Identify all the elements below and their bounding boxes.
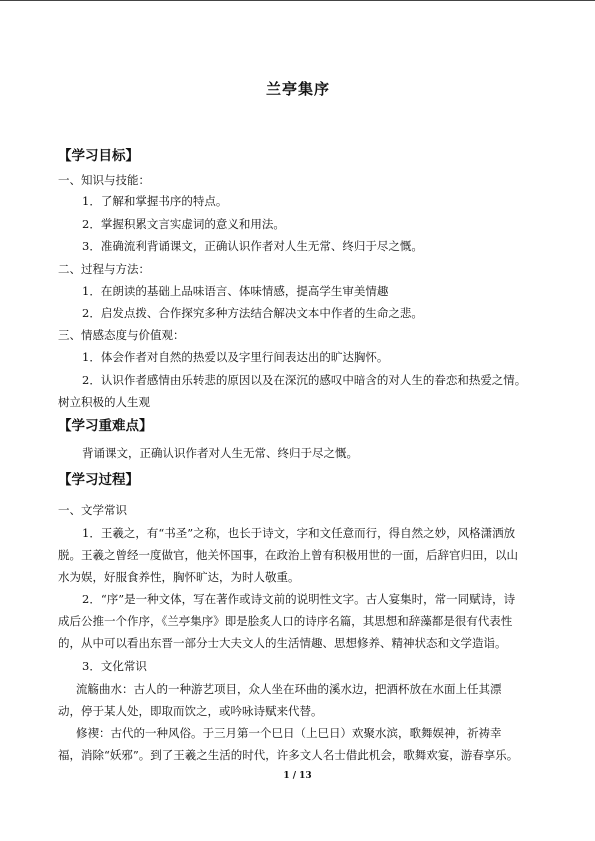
page-title: 兰亭集序 (265, 80, 330, 98)
key-header: 【学习重难点】 (58, 418, 153, 434)
process-header: 【学习过程】 (58, 472, 139, 488)
process-paragraph-line: 动，停于某人处，即取而饮之，或吟咏诗赋来代替。 (58, 704, 323, 718)
process-paragraph-line: 的，从中可以看出东晋一部分士大夫文人的生活情趣、思想修养、精神状态和文学造诣。 (58, 636, 507, 650)
goals-part2-item: 2．启发点拨、合作探究多种方法结合解决文本中作者的生命之悲。 (82, 306, 423, 320)
top-rule (0, 0, 595, 1)
process-paragraph-line: 水为娱，好服食养性，胸怀旷达，为时人敬重。 (58, 570, 300, 584)
goals-part1-item: 2．掌握积累文言实虚词的意义和用法。 (82, 217, 285, 231)
process-paragraph-line: 修禊：古代的一种风俗。于三月第一个巳日（上巳日）欢聚水滨，歌舞娱神，祈祷幸 (76, 726, 502, 740)
goals-part1-item: 1．了解和掌握书序的特点。 (82, 194, 228, 208)
process-part1-title: 一、文学常识 (58, 503, 127, 517)
goals-part3-item: 1．体会作者对自然的热爱以及字里行间表达出的旷达胸怀。 (82, 350, 389, 364)
process-paragraph-line: 2．“序”是一种文体，写在著作或诗文前的说明性文字。古人宴集时，常一同赋诗，诗 (82, 592, 516, 606)
goals-part1-item: 3．准确流利背诵课文，正确认识作者对人生无常、终归于尽之慨。 (82, 239, 423, 253)
goals-part1-title: 一、知识与技能： (58, 173, 150, 187)
key-text: 背诵课文，正确认识作者对人生无常、终归于尽之慨。 (82, 446, 358, 460)
goals-part2-title: 二、过程与方法： (58, 262, 150, 276)
process-paragraph-line: 脱。王羲之曾经一度做官，他关怀国事，在政治上曾有积极用世的一面，后辞官归田，以山 (58, 548, 518, 562)
goals-header: 【学习目标】 (58, 148, 139, 164)
process-paragraph-line: 成后公推一个作序，《兰亭集序》即是脍炙人口的诗序名篇，其思想和辞藻都是很有代表性 (58, 614, 513, 628)
goals-part2-item: 1．在朗读的基础上品味语言、体味情感，提高学生审美情趣 (82, 284, 389, 298)
goals-part3-item: 2．认识作者感情由乐转悲的原因以及在深沉的感叹中暗含的对人生的眷恋和热爱之情。 (82, 373, 527, 387)
goals-part3-title: 三、情感态度与价值观： (58, 328, 185, 342)
process-paragraph-line: 流觞曲水：古人的一种游艺项目，众人坐在环曲的溪水边，把酒杯放在水面上任其漂 (76, 682, 502, 696)
page-number: 1 / 13 (283, 771, 312, 781)
process-paragraph-line: 福，消除“妖邪”。到了王羲之生活的时代，许多文人名士借此机会，歌舞欢宴，游春享乐。 (58, 748, 519, 762)
process-subtitle: 3．文化常识 (82, 659, 147, 673)
process-paragraph-line: 1．王羲之，有“书圣”之称，也长于诗文，字和文任意而行，得自然之妙，风格潇洒放 (82, 526, 516, 540)
goals-part3-tail: 树立积极的人生观 (58, 395, 150, 409)
